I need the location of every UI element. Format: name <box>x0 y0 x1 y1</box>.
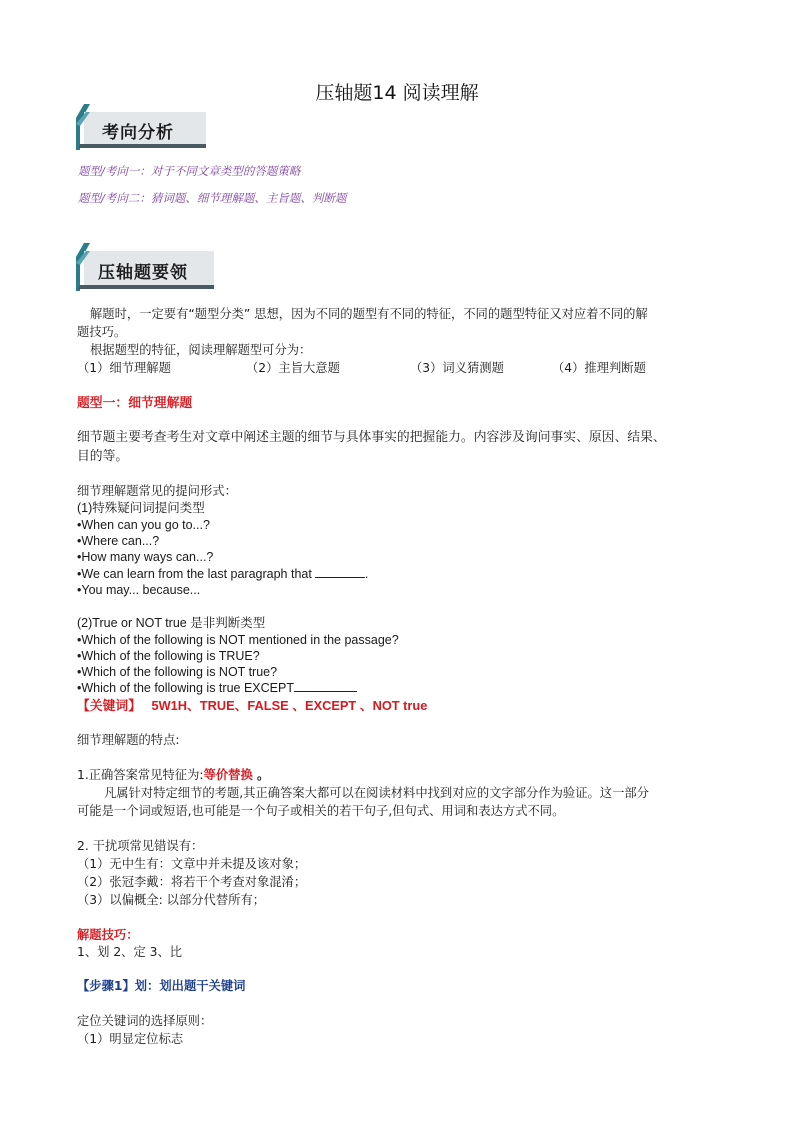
intro-line-1: 解题时，一定要有“题型分类” 思想，因为不同的题型有不同的特征，不同的题型特征又对应着不同的解 <box>90 307 648 321</box>
type-1: （1）细节理解题 <box>77 361 171 375</box>
forms-group1-item: •Where can...? <box>77 534 160 548</box>
forms-group2-item: •Which of the following is NOT mentioned in the passage? <box>77 633 399 647</box>
distractor-item: （3）以偏概全: 以部分代替所有； <box>77 893 266 907</box>
intro-line-2: 题技巧。 <box>77 325 127 339</box>
features-intro: 细节理解题的特点: <box>77 733 180 747</box>
step1-line <box>77 977 245 996</box>
direction-2: 题型/考向二：猜词题、细节理解题、主旨题、判断题 <box>78 191 347 205</box>
type-3: （3）词义猜测题 <box>410 361 504 375</box>
banner-title: 考向分析 <box>102 123 174 143</box>
features-point-2: 2. 干扰项常见错误有： <box>77 839 204 853</box>
answer-blank <box>294 679 357 692</box>
direction-1: 题型/考向一：对于不同文章类型的答题策略 <box>78 164 301 178</box>
item-period: . <box>364 567 369 581</box>
locate-item-1: （1）明显定位标志 <box>77 1032 184 1046</box>
forms-group2-item: •Which of the following is TRUE? <box>77 649 260 663</box>
keywords-text: 5W1H、TRUE、FALSE 、EXCEPT 、NOT true <box>151 698 428 713</box>
intro-line-3: 根据题型的特征，阅读理解题型可分为： <box>90 343 312 357</box>
step1-label: 【步骤1】 <box>77 979 135 993</box>
forms-group1-item: •You may... because... <box>77 583 201 597</box>
forms-group1-item: •How many ways can...? <box>77 550 214 564</box>
keywords-line <box>77 696 427 716</box>
item-text: •We can learn from the last paragraph that <box>77 567 312 581</box>
forms-group1-title: (1)特殊疑问词提问类型 <box>77 501 205 515</box>
item-text: •Which of the following is true EXCEPT <box>77 681 294 695</box>
point1-body-line-2: 可能是一个词或短语,也可能是一个句子或相关的若干句子,但句式、用词和表达方式不同。 <box>77 804 565 818</box>
detail-desc-line-1: 细节题主要考查考生对文章中阐述主题的细节与具体事实的把握能力。内容涉及询问事实、原因、结果、 <box>77 430 666 445</box>
type-4: （4）推理判断题 <box>552 361 646 375</box>
step1-text: 划：划出题干关键词 <box>134 979 246 993</box>
forms-group2-item: •Which of the following is NOT true? <box>77 665 278 679</box>
section-heading-detail: 题型一：细节理解题 <box>77 396 193 411</box>
detail-desc-line-2: 目的等。 <box>77 449 129 464</box>
forms-group1-item: •When can you go to...? <box>77 518 210 532</box>
page-title: 压轴题14 阅读理解 <box>315 82 479 104</box>
answer-blank <box>315 565 365 578</box>
section-banner-essentials <box>76 243 218 291</box>
point1-body-line-1: 凡属针对特定细节的考题,其正确答案大都可以在阅读材料中找到对应的文字部分作为验证。这一部分 <box>104 786 649 800</box>
distractor-item: （2）张冠李戴：将若干个考查对象混淆； <box>77 875 307 889</box>
forms-intro: 细节理解题常见的提问形式： <box>77 484 237 498</box>
distractor-item: （1）无中生有：文章中并未提及该对象； <box>77 857 307 871</box>
point1-highlight: 等价替换 <box>203 768 253 782</box>
point1-prefix: 1.正确答案常见特征为: <box>77 768 204 782</box>
forms-group2-title: (2)True or NOT true 是非判断类型 <box>77 616 266 630</box>
techniques-heading: 解题技巧： <box>77 928 139 942</box>
point1-suffix: 。 <box>252 768 270 782</box>
features-point-1 <box>77 766 269 785</box>
techniques-steps: 1、划 2、定 3、比 <box>77 945 183 959</box>
keywords-label: 【关键词】 <box>77 699 141 714</box>
locate-intro: 定位关键词的选择原则： <box>77 1014 213 1028</box>
banner-title: 压轴题要领 <box>98 263 188 283</box>
section-banner-analysis <box>76 104 212 150</box>
type-2: （2）主旨大意题 <box>246 361 340 375</box>
